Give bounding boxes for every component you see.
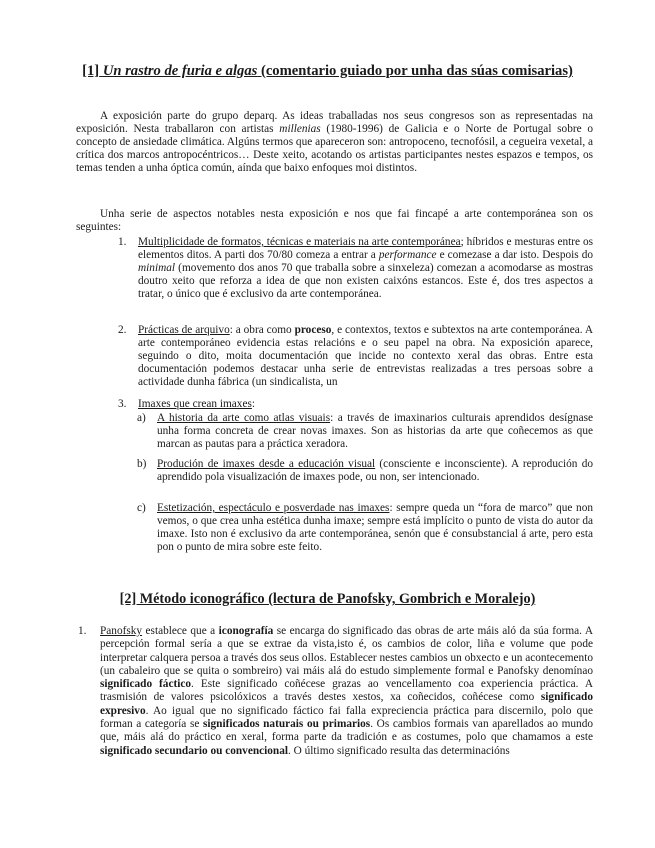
list-item-1: Multiplicidade de formatos, técnicas e materiais na arte contemporánea; híbridos e mesturas entre os elementos ditos. A parti dos 70/80 comeza a entrar a performance e comezase a dar isto. Despois do minimal (movemento dos anos 70 que traballa sobre a sinxeleza) comezan a acomodarse as mostras doutro xeito que reforza a idea de que non existen caixóns estancos. Este é, dos tres aspectos a tratar, o único que é exclusivo da arte contemporánea. xyxy=(138,236,593,300)
section-1-title xyxy=(75,62,580,81)
section-1-title-rest: (comentario guiado por unha das súas comisarias) xyxy=(260,63,573,79)
sub-item-letter: a) xyxy=(137,412,146,424)
list-item-number: 3. xyxy=(118,398,127,410)
list-item-3: Imaxes que crean imaxes: xyxy=(138,398,255,410)
section-2-title: [2] Método iconográfico (lectura de Panofsky, Gombrich e Moralejo) xyxy=(119,591,536,607)
list-item-2: Prácticas de arquivo: a obra como proceso, e contextos, textos e subtextos na arte contemporánea. A arte contemporáneo evidencia estas relacións e o seu papel na obra. Na exposición aparece, seguindo o dito, moita documentación que incide no contexto xeral das obras. Entre esta documentación podemos destacar unha serie de entrevistas realizadas a tres persoas sobre a actividade dunha fábrica (un sindicalista, un xyxy=(138,324,593,388)
sub-item-a: A historia da arte como atlas visuais: a través de imaxinarios culturais aprendidos desígnase unha forma concreta de crear novas imaxes. Son as historias da arte que coñecemos as que marcan as pautas para a práctica xeradora. xyxy=(157,412,594,450)
intro-paragraph: A exposición parte do grupo deparq. As ideas traballadas nos seus congresos son as representadas na exposición. Nesta traballaron con artistas millenias (1980-1996) de Galicia e o Norte de Portugal sobre o concepto de ansiedade climática. Algúns termos que apareceron son: antropoceno, tecnofósil, a cegueira vexetal, a crítica dos marcos antropocéntricos… Deste xeito, acotando os artistas participantes nestes espazos e tempos, os temas tenden a unha óptica común, aínda que baixo enfoques moi distintos. xyxy=(76,110,593,174)
list-item-number: 1. xyxy=(118,236,127,248)
sub-item-b: Produción de imaxes desde a educación visual (consciente e inconsciente). A reprodución do aprendido pola visualización de imaxes pode, ou non, ser intencionado. xyxy=(157,458,593,483)
sub-item-letter: c) xyxy=(137,502,146,514)
section-1-number: [1] xyxy=(82,63,100,79)
panofsky-paragraph: Panofsky establece que a iconografía se encarga do significado das obras de arte máis aló da súa forma. A percepción formal sería a que se extrae da vista,isto é, os cambios de color, liña e volume que pode interpretar calquera persoa a través dos seus ollos. Establecer nestes cambios un obxecto e un acontecemento (un cabaleiro que se quita o sombreiro) vai máis alá do estudo simplemente formal e Panofsky denomínao significado fáctico. Este significado coñécese grazas ao vencellamento coa experiencia práctica. A trasmisión de valores psicolóxicos a través destes xestos, xa coñecidos, coñécese como significado expresivo. Ao igual que no significado fáctico fai falla expreciencia práctica para discernilo, polo que forman a categoría se significados naturais ou primarios. Os cambios formais van aparellados ao mundo que, máis alá do práctico en xeral, forma parte da tradición e as costumes, polo que chamamos a este significado secundario ou convencional. O último significado resulta das determinacións xyxy=(100,625,593,757)
sub-item-c: Estetización, espectáculo e posverdade nas imaxes: sempre queda un “fora de marco” que non vemos, o que crea unha estética dunha imaxe; sempre está implícito o punto de vista do autor da imaxe. Isto non é exclusivo da arte contemporánea, senón que é consubstancial á arte, pero esta pon o punto de mira sobre este feito. xyxy=(157,502,593,553)
series-paragraph: Unha serie de aspectos notables nesta exposición e nos que fai fincapé a arte contemporánea son os seguintes: xyxy=(76,208,593,233)
section-2-item-number: 1. xyxy=(78,625,87,637)
sub-item-letter: b) xyxy=(137,458,147,470)
list-item-number: 2. xyxy=(118,324,127,336)
section-1-title-italic: Un rastro de furia e algas xyxy=(102,63,258,79)
